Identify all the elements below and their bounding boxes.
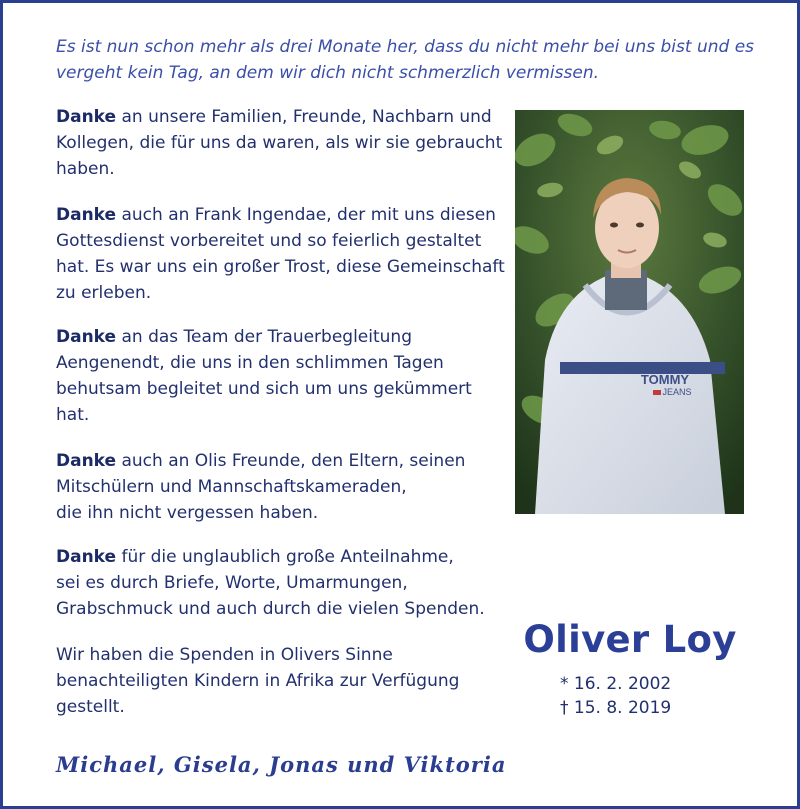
deceased-name: Oliver Loy xyxy=(523,618,737,661)
intro-text xyxy=(56,34,756,86)
thanks-word: Danke xyxy=(56,327,117,347)
paragraph-line: Mitschülern und Mannschaftskameraden, xyxy=(56,477,407,497)
paragraph-line: Wir haben die Spenden in Olivers Sinne xyxy=(56,645,393,665)
thanks-paragraph-sympathy xyxy=(56,544,496,622)
paragraph-line: hat. xyxy=(56,405,90,425)
thanks-word: Danke xyxy=(56,547,117,567)
paragraph-line: haben. xyxy=(56,159,115,179)
intro-line-1: Es ist nun schon mehr als drei Monate her, dass du nicht mehr bei uns bist und es xyxy=(56,37,755,57)
thanks-word: Danke xyxy=(56,205,117,225)
thanks-word: Danke xyxy=(56,451,117,471)
paragraph-line: benachteiligten Kindern in Afrika zur Verfügung xyxy=(56,671,460,691)
shirt-brand-subtext: JEANS xyxy=(662,387,692,397)
thanks-word: Danke xyxy=(56,107,117,127)
shirt-brand-text: TOMMY xyxy=(640,372,690,387)
thanks-paragraph-grief-support xyxy=(56,324,496,428)
paragraph-line: an unsere Familien, Freunde, Nachbarn und xyxy=(116,107,492,127)
paragraph-line: auch an Frank Ingendae, der mit uns diesen xyxy=(116,205,496,225)
paragraph-line: Aengenendt, die uns in den schlimmen Tagen xyxy=(56,353,444,373)
thanks-paragraph-family xyxy=(56,104,503,182)
paragraph-line: die ihn nicht vergessen haben. xyxy=(56,503,319,523)
paragraph-line: an das Team der Trauerbegleitung xyxy=(116,327,412,347)
paragraph-line: für die unglaublich große Anteilnahme, xyxy=(116,547,454,567)
donations-paragraph xyxy=(56,642,496,720)
paragraph-line: gestellt. xyxy=(56,697,125,717)
family-signature: Michael, Gisela, Jonas und Viktoria xyxy=(56,752,507,777)
paragraph-line: sei es durch Briefe, Worte, Umarmungen, xyxy=(56,573,408,593)
death-date: † 15. 8. 2019 xyxy=(560,698,672,718)
thanks-paragraph-service xyxy=(56,202,505,306)
portrait-photo xyxy=(515,110,744,514)
paragraph-line: hat. Es war uns ein großer Trost, diese Gemeinschaft xyxy=(56,257,505,277)
paragraph-line: Kollegen, die für uns da waren, als wir sie gebraucht xyxy=(56,133,503,153)
paragraph-line: Gottesdienst vorbereitet und so feierlich gestaltet xyxy=(56,231,482,251)
thanks-paragraph-friends xyxy=(56,448,496,526)
paragraph-line: zu erleben. xyxy=(56,283,152,303)
paragraph-line: auch an Olis Freunde, den Eltern, seinen xyxy=(116,451,466,471)
paragraph-line: Grabschmuck und auch durch die vielen Spenden. xyxy=(56,599,485,619)
intro-line-2: vergeht kein Tag, an dem wir dich nicht schmerzlich vermissen. xyxy=(56,63,600,83)
paragraph-line: behutsam begleitet und sich um uns gekümmert xyxy=(56,379,472,399)
birth-date: * 16. 2. 2002 xyxy=(560,674,672,694)
